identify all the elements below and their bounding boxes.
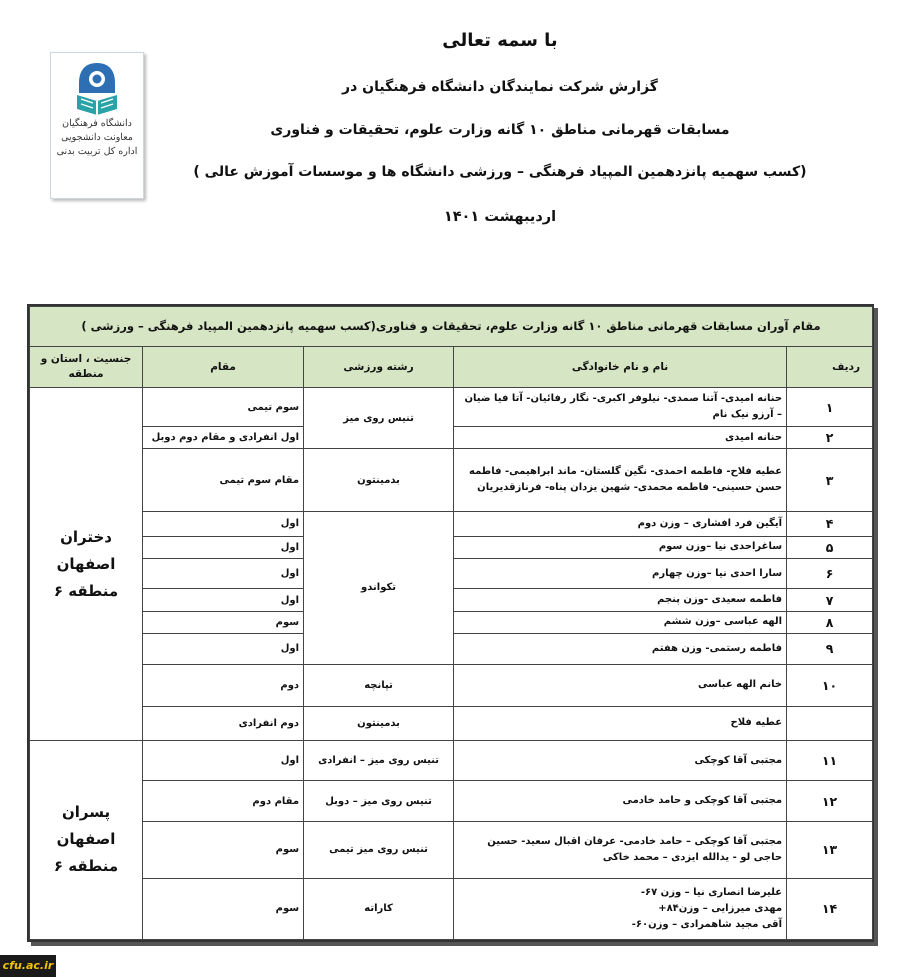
- group-region: منطقه ۶: [53, 581, 119, 600]
- athlete-names: فاطمه سعیدی -وزن پنجم: [454, 589, 787, 611]
- row-number: ۳: [787, 449, 873, 512]
- row-number: ۱۳: [787, 822, 873, 879]
- row-number: ۷: [787, 589, 873, 611]
- athlete-names: مجتبی آقا کوچکی – حامد خادمی- عرفان اقبال سعید- حسین حاجی لو - یدالله ایزدی – محمد خاکی: [454, 822, 787, 879]
- table-row: [30, 707, 873, 741]
- rank-cell: مقام سوم تیمی: [143, 449, 304, 512]
- rank-cell: سوم: [143, 822, 304, 879]
- rank-cell: سوم تیمی: [143, 388, 304, 427]
- row-number: ۱۲: [787, 781, 873, 822]
- logo-line-university: دانشگاه فرهنگیان: [62, 118, 132, 129]
- column-header-gender-province: [30, 346, 143, 388]
- university-logo: [50, 52, 144, 199]
- table-row: [30, 740, 873, 781]
- athlete-names: آیگین فرد افشاری – وزن دوم: [454, 512, 787, 536]
- column-header-gender-line1: جنسیت ، استان و: [40, 352, 132, 365]
- rank-cell: اول: [143, 589, 304, 611]
- row-number: ۱۰: [787, 664, 873, 707]
- athlete-names: الهه عباسی –وزن ششم: [454, 611, 787, 633]
- results-table-frame: [27, 304, 874, 942]
- header-basme: با سمه تعالی: [442, 30, 558, 51]
- rank-cell: اول: [143, 558, 304, 588]
- table-row: [30, 878, 873, 939]
- table-title: مقام آوران مسابقات قهرمانی مناطق ۱۰ گانه وزارت علوم، تحقیقات و فناوری(کسب سهمیه پانزدهمین المپیاد فرهنگی – ورزشی ): [30, 307, 873, 347]
- group-gender-girls: دختران: [60, 527, 112, 546]
- rank-cell: اول: [143, 536, 304, 558]
- column-header-name: نام و نام خانوادگی: [454, 346, 787, 388]
- rank-cell: مقام دوم: [143, 781, 304, 822]
- athlete-names: مجتبی آقا کوچکی و حامد خادمی: [454, 781, 787, 822]
- sport-cell: تکواندو: [304, 512, 454, 664]
- rank-cell: اول: [143, 634, 304, 664]
- rank-cell: دوم انفرادی: [143, 707, 304, 741]
- table-row: [30, 512, 873, 536]
- rank-cell: دوم: [143, 664, 304, 707]
- sport-cell: بدمینتون: [304, 707, 454, 741]
- university-book-emblem-icon: [71, 59, 123, 117]
- row-number: ۲: [787, 426, 873, 448]
- row-number: ۱: [787, 388, 873, 427]
- row-number: ۹: [787, 634, 873, 664]
- group-girls-isfahan: [30, 388, 143, 740]
- sport-cell: کاراته: [304, 878, 454, 939]
- athlete-names: سارا احدی نیا –وزن چهارم: [454, 558, 787, 588]
- athlete-names: عطیه فلاح: [454, 707, 787, 741]
- header-report-title: گزارش شرکت نمایندگان دانشگاه فرهنگیان در: [342, 79, 658, 95]
- row-number: [787, 707, 873, 741]
- row-number: ۸: [787, 611, 873, 633]
- header-competition-title: مسابقات قهرمانی مناطق ۱۰ گانه وزارت علوم، تحقیقات و فناوری: [270, 122, 730, 138]
- logo-line-deputy: معاونت دانشجویی: [61, 132, 133, 143]
- row-number: ۴: [787, 512, 873, 536]
- group-province: اصفهان: [56, 830, 116, 849]
- sport-cell: تپانچه: [304, 664, 454, 707]
- athlete-name-line: آقی مجید شاهمرادی – وزن۶۰-: [631, 918, 783, 930]
- athlete-names: مجتبی آقا کوچکی: [454, 740, 787, 781]
- rank-cell: اول: [143, 740, 304, 781]
- header-date: اردیبهشت ۱۴۰۱: [443, 209, 557, 225]
- rank-cell: سوم: [143, 611, 304, 633]
- logo-line-office: اداره کل تربیت بدنی: [56, 146, 138, 157]
- rank-cell: اول انفرادی و مقام دوم دوبل: [143, 426, 304, 448]
- table-row: [30, 664, 873, 707]
- athlete-names: حنانه امیدی: [454, 426, 787, 448]
- table-row: [30, 781, 873, 822]
- table-row: [30, 388, 873, 427]
- athlete-names: فاطمه رستمی- وزن هفتم: [454, 634, 787, 664]
- rank-cell: سوم: [143, 878, 304, 939]
- table-row: [30, 822, 873, 879]
- row-number: ۱۱: [787, 740, 873, 781]
- row-number: ۶: [787, 558, 873, 588]
- athlete-names: ساغراحدی نیا –وزن سوم: [454, 536, 787, 558]
- group-province: اصفهان: [56, 554, 116, 573]
- column-header-gender-line2: منطقه: [68, 367, 104, 380]
- header-quota-title: (کسب سهمیه پانزدهمین المپیاد فرهنگی – ورزشی دانشگاه ها و موسسات آموزش عالی ): [193, 164, 807, 180]
- site-watermark: cfu.ac.ir: [0, 955, 56, 977]
- group-region: منطقه ۶: [53, 857, 119, 876]
- sport-cell: تنیس روی میز تیمی: [304, 822, 454, 879]
- sport-cell: بدمینتون: [304, 449, 454, 512]
- sport-cell: تنیس روی میز – انفرادی: [304, 740, 454, 781]
- athlete-names: خانم الهه عباسی: [454, 664, 787, 707]
- sport-cell: تنیس روی میز: [304, 388, 454, 449]
- table-title-row: [30, 307, 873, 347]
- group-boys-isfahan: [30, 740, 143, 939]
- group-gender-boys: پسران: [61, 803, 111, 822]
- row-number: ۱۴: [787, 878, 873, 939]
- athlete-names: حنانه امیدی- آتنا صمدی- نیلوفر اکبری- نگار رفائیان- آتا فیا ضیان – آرزو نیک نام: [454, 388, 787, 427]
- column-header-rank: مقام: [143, 346, 304, 388]
- column-header-row-no: ردیف: [787, 346, 873, 388]
- sport-cell: تنیس روی میز – دوبل: [304, 781, 454, 822]
- athlete-name-line: علیرضا انصاری نیا – وزن ۶۷-: [640, 886, 783, 898]
- athlete-names: عطیه فلاح- فاطمه احمدی- نگین گلستان- ماند ابراهیمی- فاطمه حسن حسینی- فاطمه محمدی- شهین یزدان پناه- فرنازقدیریان: [454, 449, 787, 512]
- rank-cell: اول: [143, 512, 304, 536]
- table-row: [30, 449, 873, 512]
- column-header-sport: رشته ورزشی: [304, 346, 454, 388]
- results-table: [29, 306, 873, 940]
- row-number: ۵: [787, 536, 873, 558]
- table-header-row: [30, 346, 873, 388]
- athlete-names: [454, 878, 787, 939]
- athlete-name-line: مهدی میرزایی – وزن۸۴+: [658, 902, 783, 914]
